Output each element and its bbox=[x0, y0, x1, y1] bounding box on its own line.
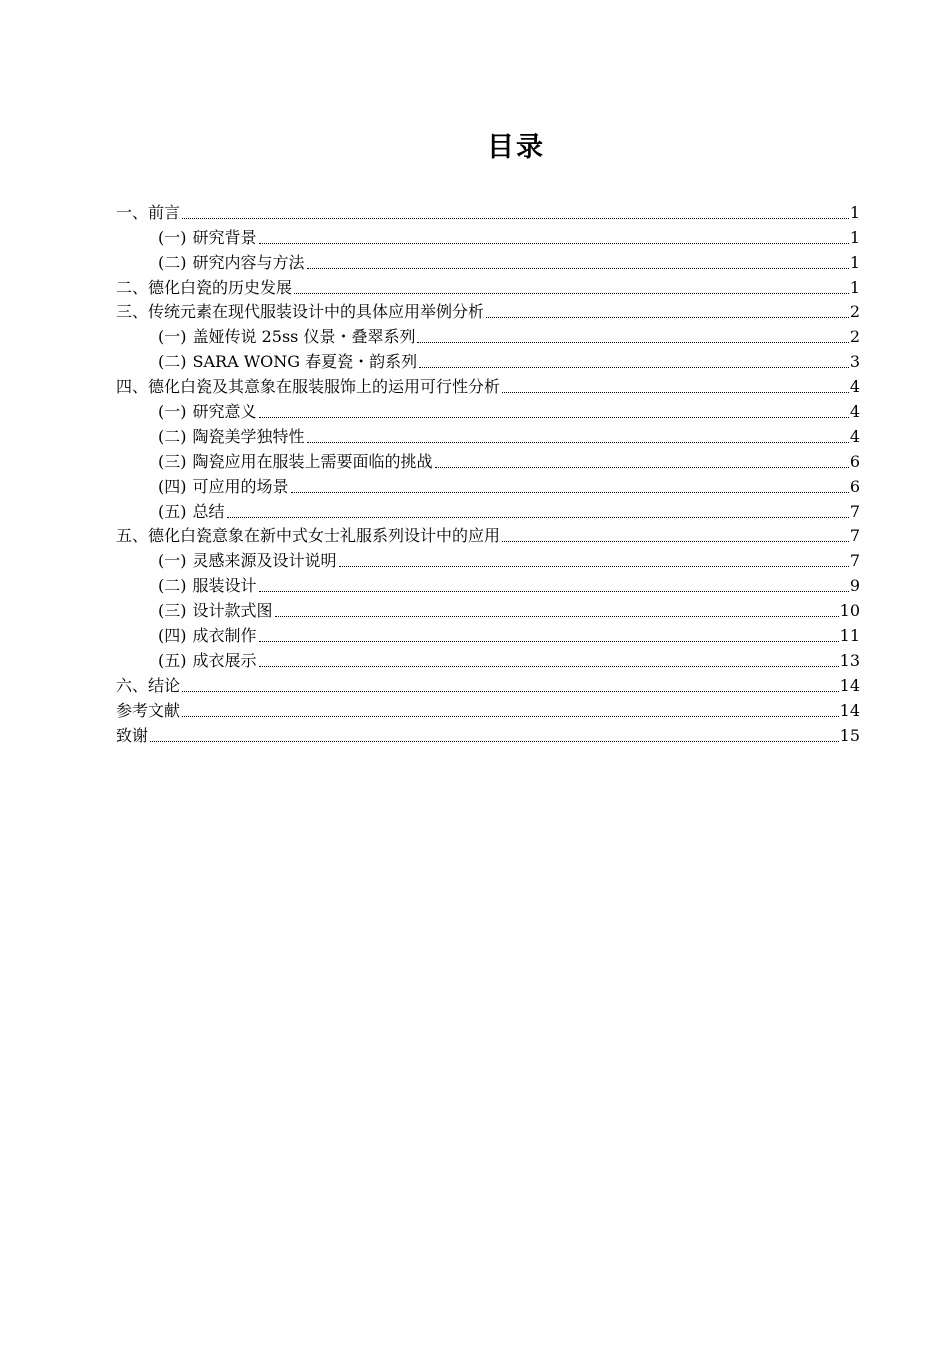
toc-page-number: 14 bbox=[839, 700, 860, 720]
toc-page-number: 3 bbox=[849, 352, 860, 372]
toc-dot-leader bbox=[259, 640, 839, 642]
toc-dot-leader bbox=[339, 565, 849, 567]
table-of-contents bbox=[116, 198, 860, 746]
toc-subentry[interactable] bbox=[116, 497, 860, 522]
toc-dot-leader bbox=[150, 740, 839, 742]
toc-entry-label: 四、德化白瓷及其意象在服装服饰上的运用可行性分析 bbox=[116, 377, 501, 397]
toc-page-number: 4 bbox=[849, 402, 860, 422]
toc-subentry[interactable] bbox=[116, 571, 860, 596]
toc-entry-number: (二) bbox=[158, 426, 187, 446]
toc-entry-label: 研究内容与方法 bbox=[192, 252, 305, 272]
toc-page-number: 9 bbox=[849, 576, 860, 596]
toc-dot-leader bbox=[259, 416, 849, 418]
toc-entry[interactable] bbox=[116, 522, 860, 547]
toc-subentry[interactable] bbox=[116, 472, 860, 497]
toc-entry-label: 研究背景 bbox=[192, 227, 257, 247]
toc-entry-number: (五) bbox=[158, 650, 187, 670]
toc-subentry[interactable] bbox=[116, 397, 860, 422]
toc-page-number: 7 bbox=[849, 526, 860, 546]
toc-entry-number: (二) bbox=[158, 252, 187, 272]
toc-entry-label: 六、结论 bbox=[116, 675, 181, 695]
toc-entry-label: 三、传统元素在现代服装设计中的具体应用举例分析 bbox=[116, 302, 485, 322]
toc-dot-leader bbox=[435, 466, 849, 468]
toc-subentry[interactable] bbox=[116, 322, 860, 347]
toc-dot-leader bbox=[307, 267, 849, 269]
toc-entry-label: 成衣制作 bbox=[192, 626, 257, 646]
toc-entry[interactable] bbox=[116, 273, 860, 298]
toc-dot-leader bbox=[294, 292, 849, 294]
toc-entry[interactable] bbox=[116, 298, 860, 323]
toc-subentry[interactable] bbox=[116, 621, 860, 646]
toc-entry-label: 二、德化白瓷的历史发展 bbox=[116, 277, 293, 297]
toc-entry[interactable] bbox=[116, 198, 860, 223]
toc-dot-leader bbox=[502, 391, 849, 393]
toc-dot-leader bbox=[291, 491, 849, 493]
toc-entry-number: (四) bbox=[158, 626, 187, 646]
toc-entry-label: 总结 bbox=[192, 501, 225, 521]
toc-subentry[interactable] bbox=[116, 248, 860, 273]
toc-page-number: 14 bbox=[839, 675, 860, 695]
toc-entry[interactable] bbox=[116, 696, 860, 721]
toc-entry-label: 一、前言 bbox=[116, 202, 181, 222]
toc-entry-label: 五、德化白瓷意象在新中式女士礼服系列设计中的应用 bbox=[116, 526, 501, 546]
toc-page-number: 1 bbox=[849, 227, 860, 247]
toc-entry-label: 灵感来源及设计说明 bbox=[192, 551, 337, 571]
toc-subentry[interactable] bbox=[116, 447, 860, 472]
toc-entry-number: (五) bbox=[158, 501, 187, 521]
toc-dot-leader bbox=[259, 665, 839, 667]
toc-subentry[interactable] bbox=[116, 347, 860, 372]
toc-entry-label: 研究意义 bbox=[192, 402, 257, 422]
toc-entry-label: SARA WONG 春夏瓷・韵系列 bbox=[192, 352, 418, 372]
toc-entry-label: 服装设计 bbox=[192, 576, 257, 596]
toc-dot-leader bbox=[275, 615, 839, 617]
toc-page-number: 2 bbox=[849, 327, 860, 347]
toc-subentry[interactable] bbox=[116, 646, 860, 671]
toc-entry-number: (二) bbox=[158, 352, 187, 372]
toc-page-number: 4 bbox=[849, 426, 860, 446]
toc-page-number: 15 bbox=[839, 725, 860, 745]
toc-page-number: 13 bbox=[839, 650, 860, 670]
toc-entry-number: (一) bbox=[158, 227, 187, 247]
toc-entry-label: 可应用的场景 bbox=[192, 476, 289, 496]
toc-dot-leader bbox=[417, 341, 848, 343]
toc-dot-leader bbox=[307, 441, 849, 443]
toc-subentry[interactable] bbox=[116, 223, 860, 248]
toc-entry-label: 陶瓷应用在服装上需要面临的挑战 bbox=[192, 451, 433, 471]
toc-dot-leader bbox=[182, 690, 839, 692]
toc-entry-number: (一) bbox=[158, 402, 187, 422]
toc-entry-label: 参考文献 bbox=[116, 700, 181, 720]
toc-page-number: 6 bbox=[849, 451, 860, 471]
toc-entry-label: 设计款式图 bbox=[192, 601, 273, 621]
toc-page-number: 1 bbox=[849, 202, 860, 222]
toc-entry-number: (三) bbox=[158, 451, 187, 471]
toc-entry-label: 致谢 bbox=[116, 725, 149, 745]
toc-entry-label: 陶瓷美学独特性 bbox=[192, 426, 305, 446]
toc-page-number: 1 bbox=[849, 277, 860, 297]
toc-entry[interactable] bbox=[116, 372, 860, 397]
toc-subentry[interactable] bbox=[116, 422, 860, 447]
toc-entry-number: (四) bbox=[158, 476, 187, 496]
toc-subentry[interactable] bbox=[116, 546, 860, 571]
toc-page-number: 11 bbox=[839, 626, 860, 646]
toc-dot-leader bbox=[227, 516, 849, 518]
toc-entry-number: (二) bbox=[158, 576, 187, 596]
toc-dot-leader bbox=[182, 217, 849, 219]
toc-dot-leader bbox=[486, 316, 849, 318]
toc-dot-leader bbox=[259, 242, 849, 244]
toc-entry-number: (一) bbox=[158, 327, 187, 347]
toc-page-number: 4 bbox=[849, 377, 860, 397]
toc-page-number: 2 bbox=[849, 302, 860, 322]
toc-dot-leader bbox=[182, 715, 839, 717]
toc-page-number: 7 bbox=[849, 551, 860, 571]
toc-entry-number: (一) bbox=[158, 551, 187, 571]
toc-dot-leader bbox=[259, 590, 849, 592]
toc-entry[interactable] bbox=[116, 671, 860, 696]
toc-page-number: 7 bbox=[849, 501, 860, 521]
toc-dot-leader bbox=[502, 540, 849, 542]
toc-page-number: 1 bbox=[849, 252, 860, 272]
toc-entry-label: 成衣展示 bbox=[192, 650, 257, 670]
toc-entry-label: 盖娅传说 25ss 仪景・叠翠系列 bbox=[192, 327, 416, 347]
toc-subentry[interactable] bbox=[116, 596, 860, 621]
toc-entry[interactable] bbox=[116, 721, 860, 746]
page-title: 目录 bbox=[487, 132, 545, 163]
toc-page-number: 6 bbox=[849, 476, 860, 496]
toc-dot-leader bbox=[419, 366, 849, 368]
toc-page-number: 10 bbox=[839, 601, 860, 621]
toc-entry-number: (三) bbox=[158, 601, 187, 621]
